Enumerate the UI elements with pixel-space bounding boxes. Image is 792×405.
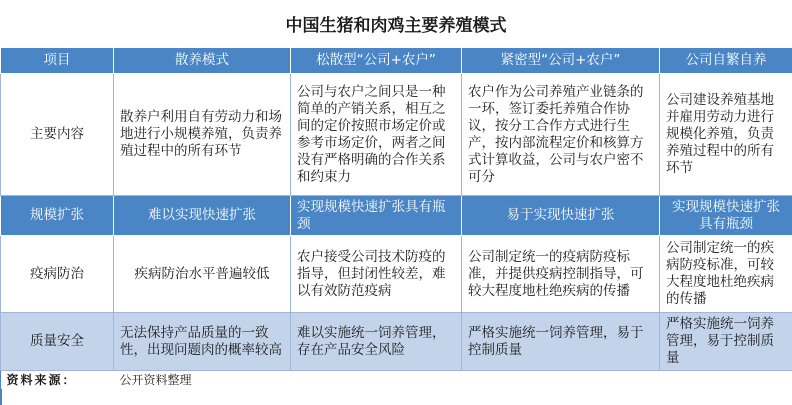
table-cell: 公司制定统一的疫病防疫标准，并提供疫病控制指导，可较大程度地杜绝疾病的传播 bbox=[462, 236, 660, 313]
table-cell: 难以实施统一饲养管理，存在产品安全风险 bbox=[291, 313, 462, 371]
table-cell: 疾病防治水平普遍较低 bbox=[114, 236, 291, 313]
table-cell: 难以实现快速扩张 bbox=[114, 196, 291, 236]
table-cell: 散养户利用自有劳动力和场地进行小规模养殖，负责养殖过程中的所有环节 bbox=[114, 74, 291, 196]
source-row bbox=[1, 371, 792, 390]
comparison-table bbox=[0, 47, 792, 389]
table-cell: 实现规模快速扩张具有瓶颈 bbox=[660, 196, 792, 236]
header-cell-self: 公司自繁自养 bbox=[660, 48, 792, 74]
table-cell: 农户接受公司技术防疫的指导，但封闭性较差，难以有效防范疫病 bbox=[291, 236, 462, 313]
row-label: 规模扩张 bbox=[1, 196, 114, 236]
table-row bbox=[1, 196, 792, 236]
source-value: 公开资料整理 bbox=[114, 371, 792, 390]
header-cell-scattered: 散养模式 bbox=[114, 48, 291, 74]
source-label: 资料来源： bbox=[1, 371, 114, 390]
table-cell: 易于实现快速扩张 bbox=[462, 196, 660, 236]
table-header-row bbox=[1, 48, 792, 74]
row-label: 主要内容 bbox=[1, 74, 114, 196]
table-cell: 公司与农户之间只是一种简单的产销关系，相互之间的定价按照市场定价或参考市场定价，两者之间没有严格明确的合作关系和约束力 bbox=[291, 74, 462, 196]
header-cell-item: 项目 bbox=[1, 48, 114, 74]
table-row bbox=[1, 313, 792, 371]
table-cell: 严格实施统一饲养管理，易于控制质量 bbox=[462, 313, 660, 371]
table-cell: 无法保持产品质量的一致性，出现问题肉的概率较高 bbox=[114, 313, 291, 371]
table-row bbox=[1, 236, 792, 313]
table-cell: 实现规模快速扩张具有瓶颈 bbox=[291, 196, 462, 236]
header-cell-loose: 松散型“公司+农户” bbox=[291, 48, 462, 74]
table-cell: 公司制定统一的疾病防疫标准，可较大程度地杜绝疾病的传播 bbox=[660, 236, 792, 313]
table-cell: 公司建设养殖基地并雇用劳动力进行规模化养殖，负责养殖过程中的所有环节 bbox=[660, 74, 792, 196]
table-title: 中国生猪和肉鸡主要养殖模式 bbox=[285, 16, 507, 36]
row-label: 疫病防治 bbox=[1, 236, 114, 313]
table-cell: 农户作为公司养殖产业链条的一环，签订委托养殖合作协议，按分工合作方式进行生产，按内部流程定价和核算方式计算收益，公司与农户密不可分 bbox=[462, 74, 660, 196]
table-cell: 严格实施统一饲养管理，易于控制质量 bbox=[660, 313, 792, 371]
table-row bbox=[1, 74, 792, 196]
row-label: 质量安全 bbox=[1, 313, 114, 371]
header-cell-tight: 紧密型“公司+农户” bbox=[462, 48, 660, 74]
